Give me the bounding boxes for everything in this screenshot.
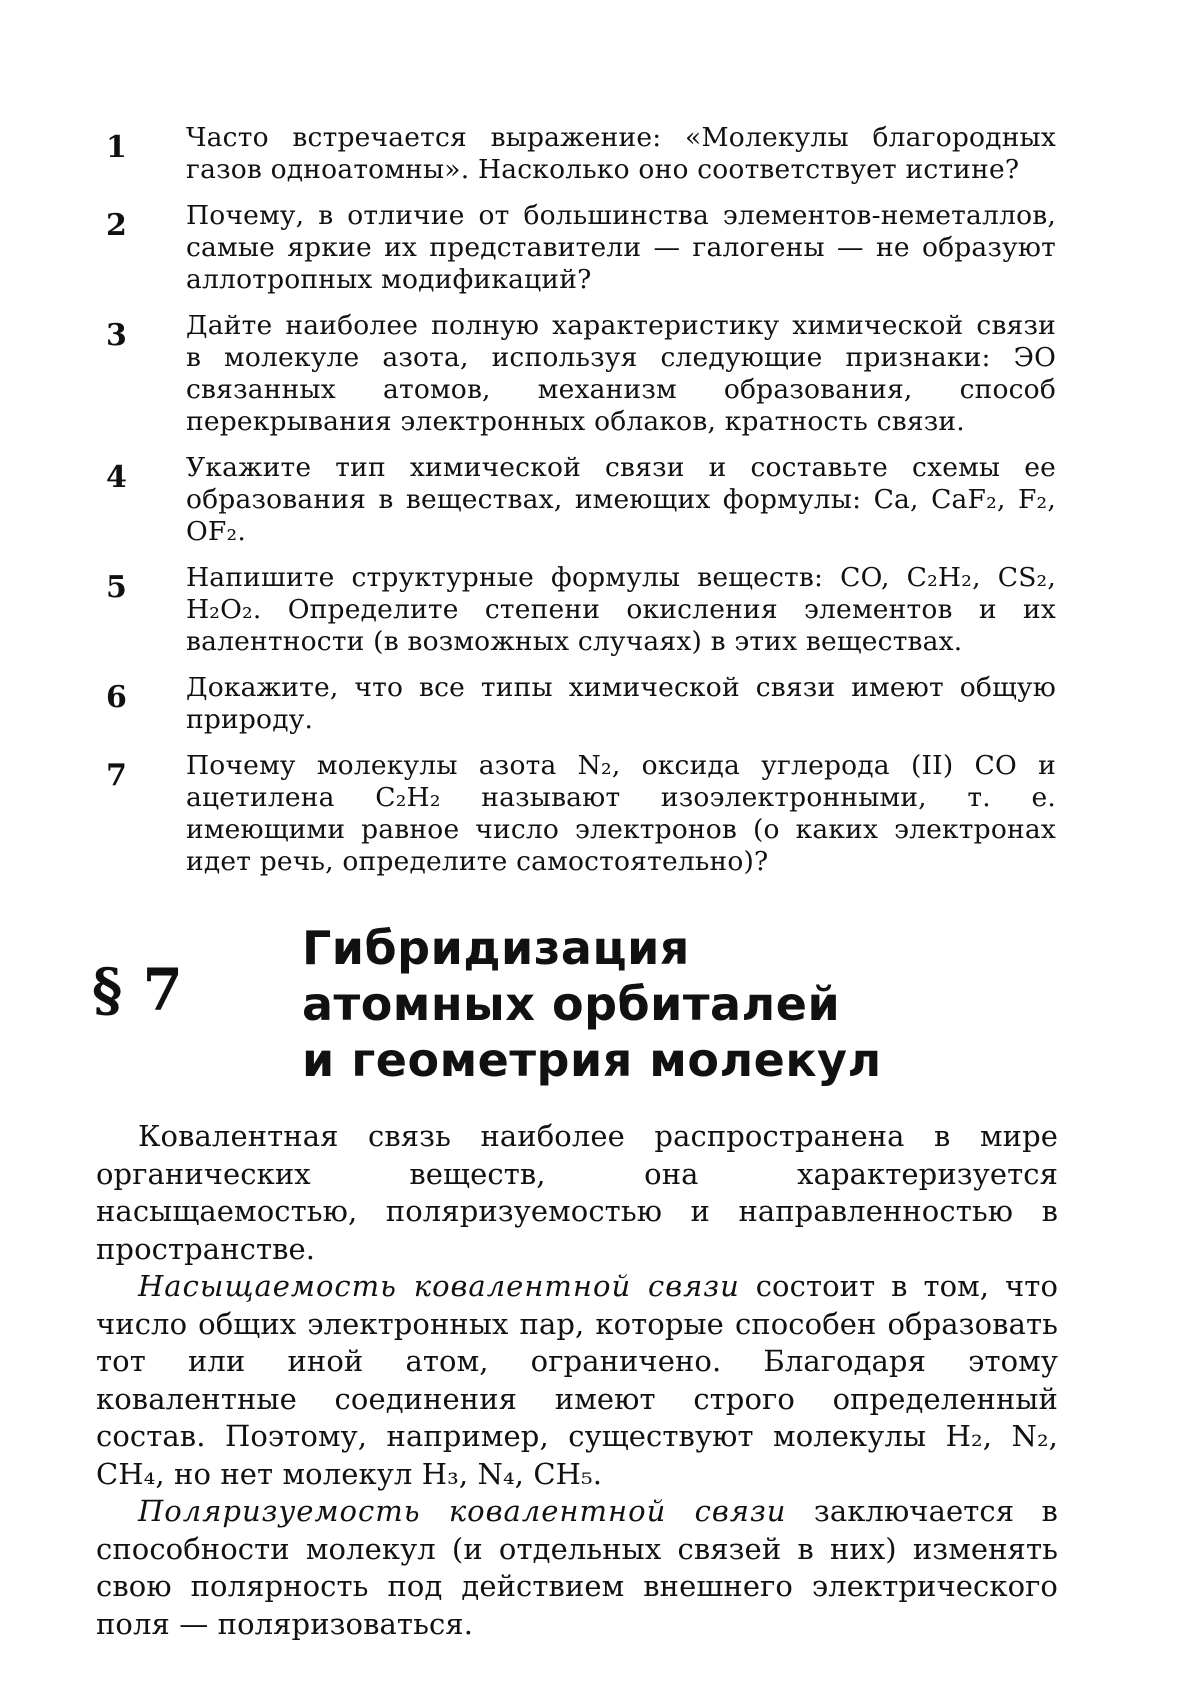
question-number: 2 xyxy=(106,208,127,243)
question-text: Укажите тип химической связи и составьте схемы ее образования в веществах, имеющих формулы: Ca, CaF₂, F₂, OF₂. xyxy=(186,452,1056,547)
section-number: § 7 xyxy=(92,956,183,1024)
section-title xyxy=(302,920,882,1088)
paragraph xyxy=(96,1118,1058,1268)
question-item xyxy=(100,750,1056,878)
question-text: Дайте наиболее полную характеристику химической связи в молекуле азота, используя следующие признаки: ЭО связанных атомов, механизм образования, способ перекрывания электронных облаков, кратность связи. xyxy=(186,310,1056,437)
question-item xyxy=(100,452,1056,548)
term-highlight: Поляризуемость ковалентной связи xyxy=(138,1494,787,1528)
question-text: Докажите, что все типы химической связи имеют общую природу. xyxy=(186,672,1056,735)
question-number: 5 xyxy=(106,570,127,605)
question-item xyxy=(100,562,1056,658)
question-item xyxy=(100,200,1056,296)
section-title-line: и геометрия молекул xyxy=(302,1033,882,1087)
question-item xyxy=(100,672,1056,736)
section-title-line: атомных орбиталей xyxy=(302,977,841,1031)
question-text: Почему молекулы азота N₂, оксида углерода (II) CO и ацетилена C₂H₂ называют изоэлектронными, т. е. имеющими равное число электронов (о каких электронах идет речь, определите самостоятельно)? xyxy=(186,750,1056,877)
question-text: Почему, в отличие от большинства элементов-неметаллов, самые яркие их представители — галогены — не образуют аллотропных модификаций? xyxy=(186,200,1056,295)
section-title-line: Гибридизация xyxy=(302,921,690,975)
question-text: Часто встречается выражение: «Молекулы благородных газов одноатомны». Насколько оно соответствует истине? xyxy=(186,122,1056,185)
question-number: 7 xyxy=(106,758,127,793)
term-highlight: Насыщаемость ковалентной связи xyxy=(138,1269,740,1303)
paragraph xyxy=(96,1493,1058,1643)
question-number: 4 xyxy=(106,460,127,495)
question-item xyxy=(100,122,1056,186)
question-text: Напишите структурные формулы веществ: CO, C₂H₂, CS₂, H₂O₂. Определите степени окисления элементов и их валентности (в возможных случаях) в этих веществах. xyxy=(186,562,1056,657)
section-heading xyxy=(92,920,1072,1090)
question-number: 6 xyxy=(106,680,127,715)
paragraph-text: заключается в способности молекул (и отдельных связей в них) изменять свою полярность под действием внешнего электрического поля — поляризоваться. xyxy=(96,1494,1058,1641)
paragraph-text: Ковалентная связь наиболее распространена в мире органических веществ, она характеризуется насыщаемостью, поляризуемостью и направленностью в пространстве. xyxy=(96,1119,1058,1266)
question-item xyxy=(100,310,1056,438)
question-number: 1 xyxy=(106,130,127,165)
body-text xyxy=(96,1118,1058,1643)
paragraph-text: состоит в том, что число общих электронных пар, которые способен образовать тот или иной атом, ограничено. Благодаря этому ковалентные соединения имеют строго определенный состав. Поэтому, например, существуют молекулы H₂, N₂, CH₄, но нет молекул H₃, N₄, CH₅. xyxy=(96,1269,1059,1491)
question-list xyxy=(100,122,1056,892)
question-number: 3 xyxy=(106,318,127,353)
paragraph xyxy=(96,1268,1058,1493)
